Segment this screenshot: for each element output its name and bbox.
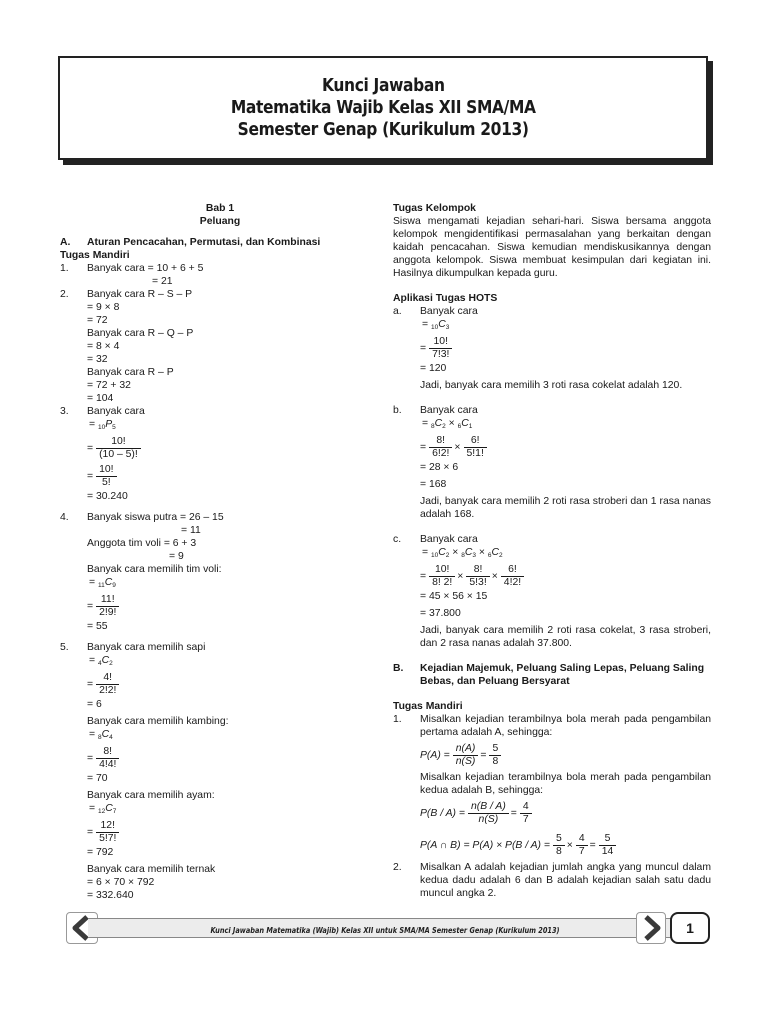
fraction-line: [420, 334, 711, 362]
subscript: 8: [461, 552, 465, 559]
title-line-3: Semester Genap (Kurikulum 2013): [237, 119, 529, 140]
symbol: P: [105, 419, 113, 430]
times-sign: ×: [452, 547, 459, 558]
equals-sign: =: [422, 319, 429, 330]
fraction: [453, 743, 479, 768]
hots-item-c: [393, 533, 711, 650]
fraction: [466, 564, 489, 589]
symbol: C: [464, 547, 473, 558]
answer-line: Banyak cara memilih ayam:: [87, 790, 215, 801]
section-a-letter: A.: [60, 237, 71, 248]
numerator: 10!: [429, 336, 452, 349]
answer-line: Banyak siswa putra = 26 – 15: [87, 512, 224, 523]
combination-expr: [420, 417, 711, 433]
denominator: 7!3!: [432, 348, 450, 360]
equals-sign: =: [87, 752, 94, 764]
mandiri-question-2: [393, 861, 711, 900]
question-text: Misalkan kejadian terambilnya bola merah pada pengambilan kedua adalah B, sehingga:: [420, 772, 711, 796]
denominator: (10 – 5)!: [99, 448, 138, 460]
subscript: 3: [445, 324, 450, 331]
subscript: 6: [457, 423, 462, 430]
subscript: 2: [445, 552, 450, 559]
numerator: 10!: [429, 564, 455, 577]
question-number: 5.: [60, 642, 69, 653]
subscript: 2: [498, 552, 503, 559]
combination-expr: [87, 654, 380, 670]
item-letter: a.: [393, 306, 402, 317]
subscript: 6: [487, 552, 492, 559]
denominator: 5!7!: [99, 832, 117, 844]
symbol: C: [101, 655, 110, 666]
fraction-line: [87, 744, 380, 772]
numerator: 5: [599, 833, 617, 846]
times-sign: ×: [454, 441, 461, 453]
equals-sign: =: [89, 803, 96, 814]
numerator: 4: [576, 833, 588, 846]
question-text: Misalkan A adalah kejadian jumlah angka yang muncul dalam kedua dadu adalah 6 dan B adalah kejadian salah satu dadu muncul angka 2.: [420, 862, 711, 899]
fraction-line: [420, 562, 711, 590]
question-2: [60, 288, 380, 405]
hots-item-a: [393, 305, 711, 392]
mandiri-question-1: [393, 713, 711, 861]
answer-line: = 11: [181, 525, 201, 536]
fraction: [96, 436, 141, 461]
denominator: 4!2!: [503, 576, 522, 588]
denominator: 7: [522, 813, 529, 825]
probability-pa: [420, 739, 711, 771]
numerator: 11!: [96, 594, 119, 607]
equals-sign: =: [89, 419, 96, 430]
numerator: 5: [489, 743, 501, 756]
fraction: [489, 743, 501, 768]
page-footer: [60, 912, 710, 944]
conclusion: Jadi, banyak cara memilih 2 roti rasa cokelat, 3 rasa stroberi, dan 2 rasa nanas adalah 37.800.: [420, 625, 711, 649]
answer-line: = 6: [87, 699, 102, 710]
title-line-1: Kunci Jawaban: [321, 75, 445, 96]
section-b-letter: B.: [393, 663, 404, 674]
equals-sign: =: [420, 570, 427, 582]
subscript: 1: [468, 423, 473, 430]
answer-line: Banyak cara memilih sapi: [87, 642, 206, 653]
section-a-heading: [60, 236, 380, 249]
denominator: 14: [601, 845, 614, 857]
combination-expr: [420, 546, 711, 562]
times-sign: ×: [457, 570, 464, 582]
answer-line: Banyak cara: [87, 406, 145, 417]
fraction-line: [420, 433, 711, 461]
fraction: [96, 594, 119, 619]
answer-line: Banyak cara R – Q – P: [87, 328, 194, 339]
question-number: 2.: [393, 862, 402, 873]
fraction: [429, 564, 455, 589]
question-number: 1.: [60, 263, 69, 274]
answer-line: = 32: [87, 354, 108, 365]
denominator: 6!2!: [432, 447, 450, 459]
equals-sign: =: [87, 826, 94, 838]
equals-sign: =: [89, 577, 96, 588]
fraction: [429, 435, 452, 460]
fraction: [501, 564, 524, 589]
denominator: n(S): [455, 755, 476, 767]
symbol: C: [438, 319, 446, 330]
numerator: 8!: [429, 435, 452, 448]
section-b-heading: [393, 662, 711, 688]
numerator: 4!: [96, 672, 119, 685]
answer-line: = 168: [420, 479, 447, 490]
question-text: Misalkan kejadian terambilnya bola merah pada pengambilan pertama adalah A, sehingga:: [420, 714, 711, 738]
denominator: 5!: [101, 476, 111, 488]
equals-sign: =: [87, 678, 94, 690]
permutation-expr: [87, 418, 380, 434]
right-column: [393, 202, 711, 900]
tugas-mandiri-heading: Tugas Mandiri: [60, 250, 130, 261]
equals-sign: =: [87, 442, 94, 454]
answer-line: = 332.640: [87, 890, 134, 901]
symbol: C: [105, 803, 113, 814]
answer-line: Banyak cara memilih tim voli:: [87, 564, 222, 575]
answer-line: = 792: [87, 847, 114, 858]
subscript: 9: [112, 582, 116, 589]
subscript: 10: [430, 324, 439, 331]
question-number: 3.: [60, 406, 69, 417]
answer-line: = 30.240: [87, 491, 128, 502]
symbol: C: [101, 729, 110, 740]
symbol: C: [491, 547, 499, 558]
answer-line: = 45 × 56 × 15: [420, 591, 488, 602]
page-number: 1: [670, 912, 710, 944]
subscript: 7: [112, 808, 117, 815]
denominator: 5!3!: [469, 576, 487, 588]
fraction: [576, 833, 588, 858]
denominator: 2!9!: [99, 606, 117, 618]
answer-line: = 72: [87, 315, 108, 326]
denominator: 2!2!: [99, 684, 117, 696]
times-sign: ×: [566, 839, 573, 851]
question-1: [60, 262, 380, 275]
question-number: 4.: [60, 512, 69, 523]
times-sign: ×: [491, 570, 498, 582]
equals-sign: =: [420, 441, 427, 453]
conclusion: Jadi, banyak cara memilih 3 roti rasa cokelat adalah 120.: [420, 380, 683, 391]
probability-pba: [420, 797, 711, 829]
fraction-line: [87, 434, 380, 462]
answer-line: Banyak cara: [420, 534, 478, 545]
denominator: 8: [492, 755, 499, 767]
answer-line: = 37.800: [420, 608, 461, 619]
fraction-line: [87, 592, 380, 620]
answer-line: = 104: [87, 393, 114, 404]
combination-expr: [87, 728, 380, 744]
item-letter: b.: [393, 405, 402, 416]
denominator: 7: [578, 845, 585, 857]
question-5: [60, 641, 380, 902]
right-chevron-decoration: [636, 912, 666, 944]
answer-line: = 55: [87, 621, 108, 632]
numerator: 5: [553, 833, 565, 846]
equals-sign: =: [422, 418, 429, 429]
answer-line: = 21: [152, 276, 173, 287]
answer-line: Banyak cara: [420, 306, 478, 317]
denominator: n(S): [478, 813, 499, 825]
answer-line: = 9: [169, 551, 184, 562]
numerator: 10!: [96, 464, 116, 477]
answer-line: = 6 × 70 × 792: [87, 877, 155, 888]
section-b-title: Kejadian Majemuk, Peluang Saling Lepas, Peluang Saling Bebas, dan Peluang Bersyarat: [420, 663, 705, 687]
tugas-kelompok-text: Siswa mengamati kejadian sehari-hari. Siswa bersama anggota kelompok mengidentifikasi permasalahan yang berkaitan dengan kaidah pencacahan. Siswa kemudian mendiskusikannya dengan anggota kelompok. Siswa membuat kesimpulan dari kegiatan ini. Hasilnya dikumpulkan kepada guru.: [393, 216, 711, 279]
combination-expr: [87, 576, 380, 592]
answer-line: Banyak cara R – P: [87, 367, 174, 378]
subscript: 4: [97, 660, 102, 667]
fraction: [96, 746, 119, 771]
formula-lhs: P(B / A) =: [420, 807, 465, 819]
combination-expr: [87, 802, 380, 818]
numerator: 6!: [464, 435, 487, 448]
formula-lhs: P(A ∩ B) = P(A) × P(B / A) =: [420, 839, 550, 851]
equals-sign: =: [422, 547, 429, 558]
answer-line: Banyak cara memilih kambing:: [87, 716, 229, 727]
equals-sign: =: [89, 655, 96, 666]
equals-sign: =: [480, 749, 487, 761]
subscript: 8: [97, 734, 102, 741]
fraction: [96, 820, 119, 845]
equals-sign: =: [420, 342, 427, 354]
question-number: 2.: [60, 289, 69, 300]
numerator: 10!: [96, 436, 141, 449]
answer-line: = 70: [87, 773, 108, 784]
symbol: C: [461, 418, 469, 429]
equals-sign: =: [87, 600, 94, 612]
fraction: [464, 435, 487, 460]
fraction-line: [87, 462, 380, 490]
title-line-2: Matematika Wajib Kelas XII SMA/MA: [230, 97, 536, 118]
subscript: 2: [109, 660, 113, 667]
conclusion: Jadi, banyak cara memilih 2 roti rasa stroberi dan 1 rasa nanas adalah 168.: [420, 496, 711, 520]
equals-sign: =: [510, 807, 517, 819]
question-3: [60, 405, 380, 503]
equals-sign: =: [589, 839, 596, 851]
combination-expr: [420, 318, 711, 334]
subscript: 8: [430, 423, 435, 430]
hots-heading: Aplikasi Tugas HOTS: [393, 293, 498, 304]
equals-sign: =: [89, 729, 96, 740]
footer-band: [88, 918, 682, 938]
subscript: 2: [442, 423, 446, 430]
answer-line: Banyak cara: [420, 405, 478, 416]
symbol: C: [438, 547, 446, 558]
numerator: n(B / A): [468, 801, 509, 814]
numerator: 8!: [96, 746, 119, 759]
question-4: [60, 511, 380, 633]
fraction: [96, 672, 119, 697]
denominator: 4!4!: [99, 758, 117, 770]
fraction: [520, 801, 532, 826]
answer-line: Anggota tim voli = 6 + 3: [87, 538, 197, 549]
fraction: [599, 833, 617, 858]
numerator: 6!: [501, 564, 524, 577]
subscript: 11: [97, 582, 105, 589]
numerator: 12!: [96, 820, 119, 833]
title-box: [58, 56, 708, 160]
numerator: 8!: [466, 564, 489, 577]
symbol: C: [104, 577, 113, 588]
denominator: 8: [555, 845, 562, 857]
fraction-line: [87, 670, 380, 698]
subscript: 10: [430, 552, 439, 559]
fraction: [429, 336, 452, 361]
numerator: n(A): [453, 743, 479, 756]
numerator: 4: [520, 801, 532, 814]
chapter-title: Peluang: [199, 216, 241, 227]
symbol: C: [434, 418, 443, 429]
answer-line: = 28 × 6: [420, 462, 459, 473]
subscript: 12: [97, 808, 106, 815]
fraction: [468, 801, 509, 826]
subscript: 5: [112, 424, 116, 431]
fraction-line: [87, 818, 380, 846]
fraction: [96, 464, 116, 489]
footer-text: Kunci Jawaban Matematika (Wajib) Kelas XII untuk SMA/MA Semester Genap (Kurikulum 2013): [210, 926, 560, 935]
tugas-mandiri-heading-b: Tugas Mandiri: [393, 701, 463, 712]
hots-item-b: [393, 404, 711, 521]
answer-line: Banyak cara = 10 + 6 + 5: [87, 263, 204, 274]
answer-line: Banyak cara R – S – P: [87, 289, 193, 300]
item-letter: c.: [393, 534, 402, 545]
times-sign: ×: [448, 418, 455, 429]
denominator: 5!1!: [466, 447, 484, 459]
subscript: 3: [472, 552, 476, 559]
probability-pab: [420, 829, 711, 861]
left-column: [60, 202, 380, 902]
equals-sign: =: [87, 470, 94, 482]
answer-line: Banyak cara memilih ternak: [87, 864, 216, 875]
tugas-kelompok-heading: Tugas Kelompok: [393, 203, 476, 214]
answer-line: = 8 × 4: [87, 341, 120, 352]
answer-line: = 9 × 8: [87, 302, 120, 313]
section-a-title: Aturan Pencacahan, Permutasi, dan Kombinasi: [87, 237, 321, 248]
times-sign: ×: [478, 547, 485, 558]
formula-lhs: P(A) =: [420, 749, 450, 761]
chapter-number: Bab 1: [205, 203, 235, 214]
answer-line: = 120: [420, 363, 447, 374]
question-number: 1.: [393, 714, 402, 725]
denominator: 8! 2!: [432, 576, 453, 588]
subscript: 10: [97, 424, 106, 431]
answer-line: = 72 + 32: [87, 380, 131, 391]
subscript: 4: [109, 734, 113, 741]
fraction: [553, 833, 565, 858]
